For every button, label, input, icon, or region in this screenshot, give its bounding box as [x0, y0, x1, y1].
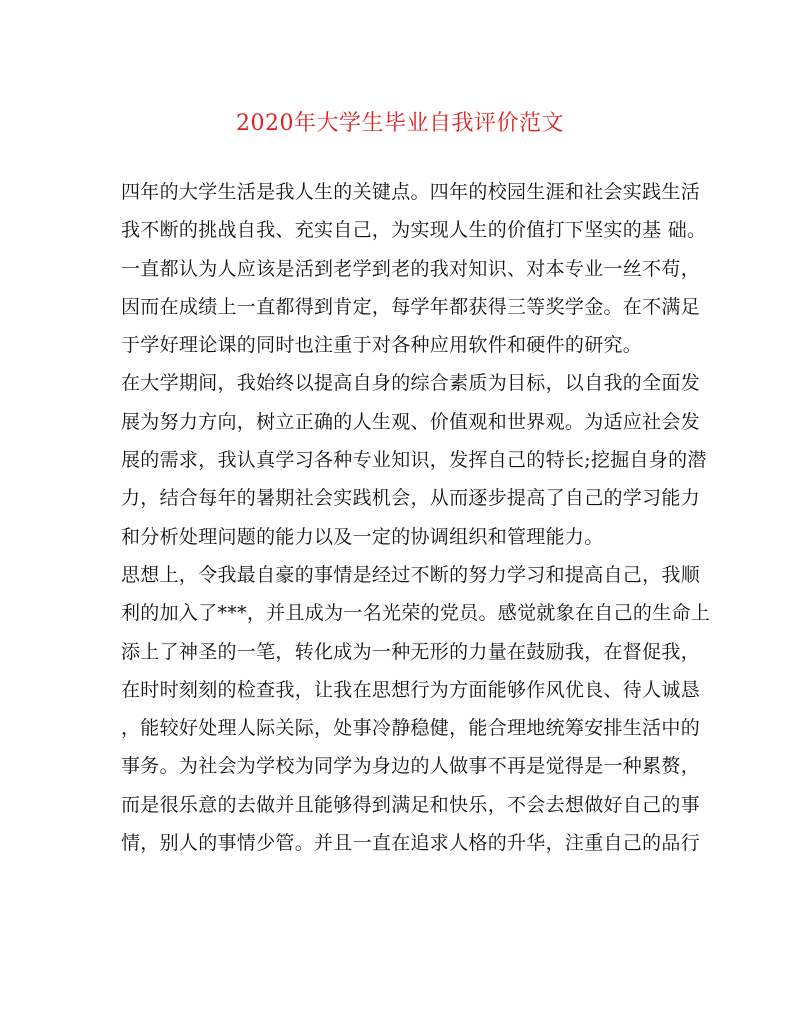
text-line: 思想上，令我最自豪的事情是经过不断的努力学习和提高自己，我顺: [121, 563, 701, 586]
text-line: 展的需求，我认真学习各种专业知识，发挥自己的特长;挖掘自身的潜: [121, 449, 707, 472]
body-text: [121, 176, 711, 865]
text-line: 事务。为社会为学校为同学为身边的人做事不再是觉得是一种累赘，: [121, 755, 701, 778]
text-line: 利的加入了***，并且成为一名光荣的党员。感觉就象在自己的生命上: [121, 602, 711, 625]
page-title: 2020年大学生毕业自我评价范文: [236, 111, 564, 136]
text-line: 和分析处理问题的能力以及一定的协调组织和管理能力。: [121, 525, 604, 548]
text-line: 在大学期间，我始终以提高自身的综合素质为目标，以自我的全面发: [121, 372, 701, 395]
text-line: 一直都认为人应该是活到老学到老的我对知识、对本专业一丝不苟，: [121, 257, 701, 280]
text-line: 添上了神圣的一笔，转化成为一种无形的力量在鼓励我，在督促我，: [121, 640, 701, 663]
text-line: 展为努力方向，树立正确的人生观、价值观和世界观。为适应社会发: [121, 410, 701, 433]
text-line: 因而在成绩上一直都得到肯定，每学年都获得三等奖学金。在不满足: [121, 295, 701, 318]
text-line: 四年的大学生活是我人生的关键点。四年的校园生涯和社会实践生活: [121, 181, 701, 203]
text-line: 我不断的挑战自我、充实自己，为实现人生的价值打下坚实的基 础。: [121, 219, 707, 242]
text-line: 在时时刻刻的检查我，让我在思想行为方面能够作风优良、待人诚恳: [121, 678, 701, 701]
text-line: 于学好理论课的同时也注重于对各种应用软件和硬件的研究。: [121, 334, 643, 357]
text-line: 力，结合每年的暑期社会实践机会，从而逐步提高了自己的学习能力: [121, 487, 701, 510]
text-line: ，能较好处理人际关际，处事冷静稳健，能合理地统筹安排生活中的: [121, 717, 701, 740]
text-line: 而是很乐意的去做并且能够得到满足和快乐，不会去想做好自己的事: [121, 793, 701, 816]
text-line: 情，别人的事情少管。并且一直在追求人格的升华，注重自己的品行: [121, 832, 701, 855]
